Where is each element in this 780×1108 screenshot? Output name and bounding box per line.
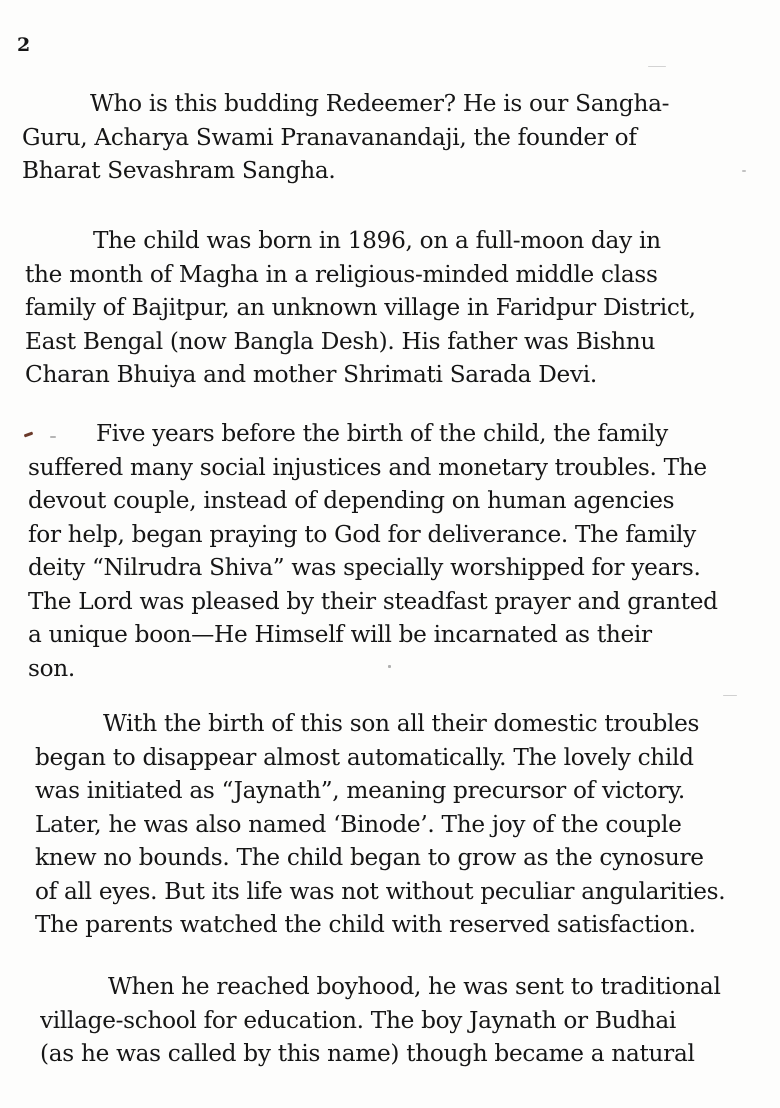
paragraph-4 <box>35 707 751 942</box>
text-line: a unique boon—He Himself will be incarnated as their <box>28 621 652 648</box>
scan-speck <box>648 66 666 67</box>
text-line: Later, he was also named ‘Binode’. The joy of the couple <box>35 810 682 838</box>
text-line: Bharat Sevashram Sangha. <box>22 157 336 184</box>
scan-speck <box>50 436 56 438</box>
text-line: East Bengal (now Bangla Desh). His father was Bishnu <box>25 327 656 355</box>
text-line: (as he was called by this name) though became a natural <box>40 1040 695 1067</box>
text-line: for help, began praying to God for deliverance. The family <box>28 520 696 548</box>
text-line: knew no bounds. The child began to grow as the cynosure <box>35 844 704 871</box>
text-line: Five years before the birth of the child, the family <box>96 420 668 447</box>
text-line: The child was born in 1896, on a full-moon day in <box>93 227 661 254</box>
text-line: Charan Bhuiya and mother Shrimati Sarada Devi. <box>25 361 597 388</box>
text-line: of all eyes. But its life was not without peculiar angularities. <box>35 877 726 905</box>
text-line: devout couple, instead of depending on human agencies <box>28 487 675 514</box>
text-line: was initiated as “Jaynath”, meaning precursor of victory. <box>35 777 685 804</box>
text-line: suffered many social injustices and monetary troubles. The <box>28 453 707 481</box>
text-line: son. <box>28 654 75 682</box>
text-line: The Lord was pleased by their steadfast prayer and granted <box>28 587 718 615</box>
paragraph-2 <box>25 224 741 392</box>
text-line: Guru, Acharya Swami Pranavanandaji, the founder of <box>22 123 637 151</box>
text-line: the month of Magha in a religious-minded middle class <box>25 260 658 288</box>
paragraph-1 <box>22 87 738 188</box>
text-line: family of Bajitpur, an unknown village in Faridpur District, <box>25 294 696 321</box>
text-line: The parents watched the child with reserved satisfaction. <box>35 911 696 938</box>
text-line: Who is this budding Redeemer? He is our Sangha- <box>90 90 670 117</box>
scan-speck <box>723 695 737 696</box>
text-line: began to disappear almost automatically. The lovely child <box>35 743 694 771</box>
text-line: With the birth of this son all their domestic troubles <box>103 710 700 737</box>
text-line: deity “Nilrudra Shiva” was specially worshipped for years. <box>28 554 701 581</box>
text-line: When he reached boyhood, he was sent to traditional <box>108 973 721 1000</box>
text-line: village-school for education. The boy Jaynath or Budhai <box>40 1006 677 1034</box>
paragraph-3 <box>28 417 744 685</box>
paragraph-5 <box>40 970 756 1071</box>
scan-speck <box>742 170 746 172</box>
scan-speck <box>388 665 391 668</box>
page-number: 2 <box>17 34 31 56</box>
